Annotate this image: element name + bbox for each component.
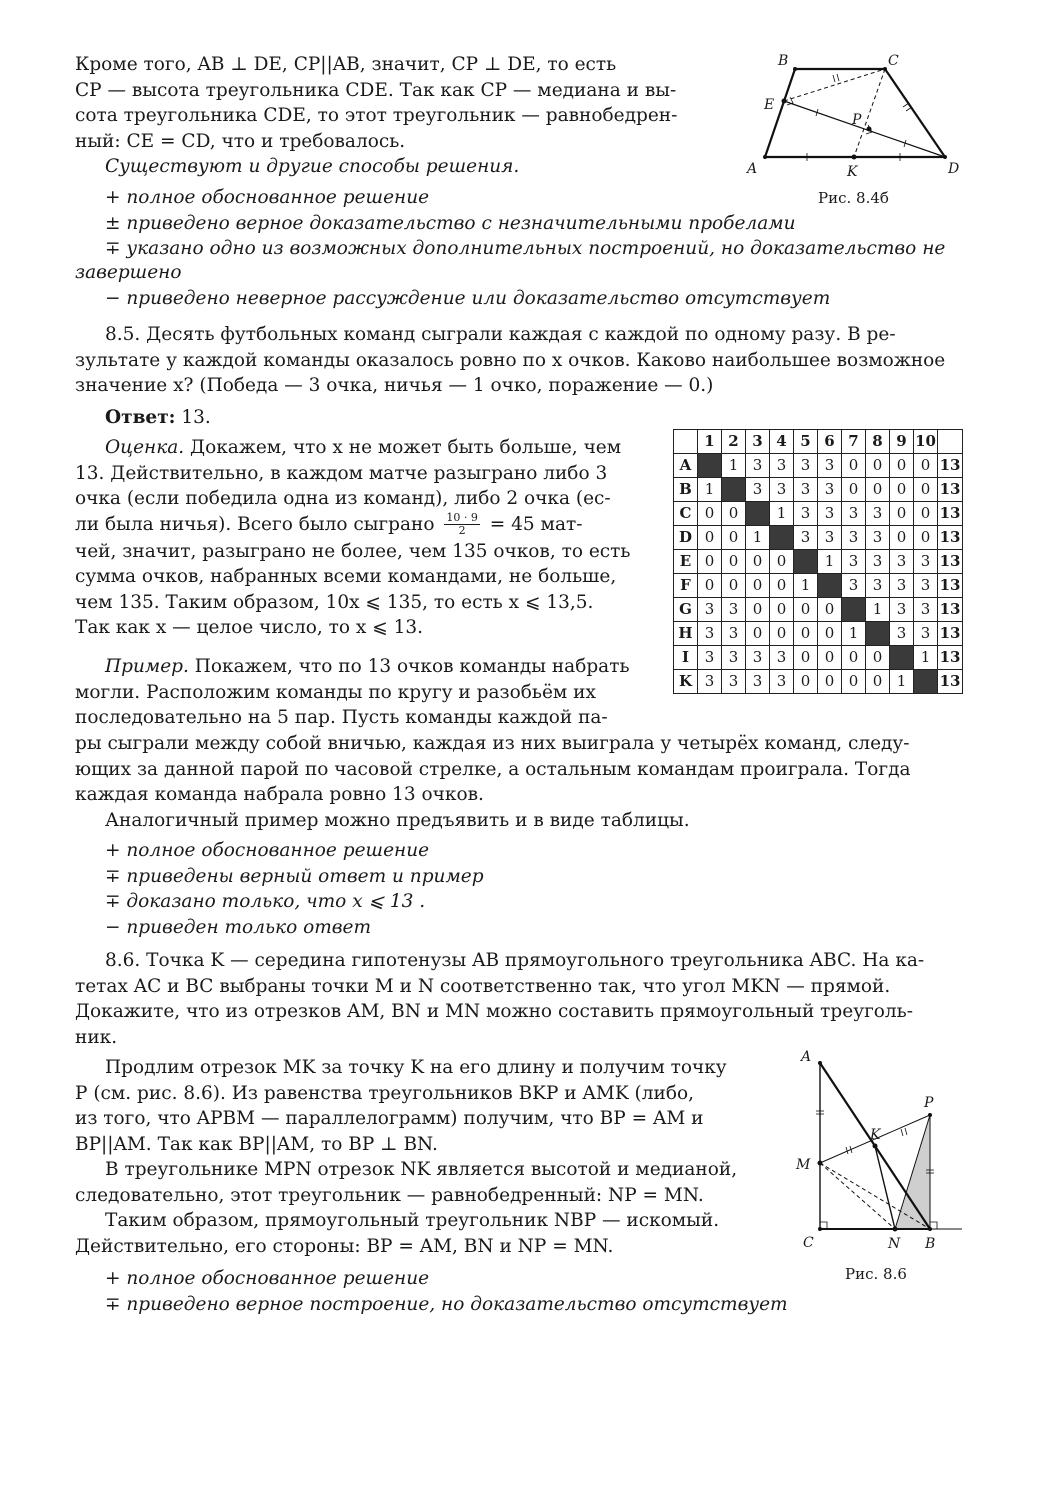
score-cell: 0 [890, 454, 914, 478]
score-cell: 3 [818, 502, 842, 526]
total-cell: 13 [938, 454, 963, 478]
table-row [674, 574, 963, 598]
score-cell: 3 [770, 670, 794, 694]
score-cell: 0 [794, 598, 818, 622]
label-K: K [847, 164, 858, 180]
point-C [818, 1227, 822, 1231]
point-B [793, 67, 797, 71]
point-C [883, 67, 887, 71]
segment-CD [885, 69, 945, 157]
diagonal-cell [842, 598, 866, 622]
score-cell: 0 [746, 622, 770, 646]
criterion: + полное обоснованное решение [105, 187, 430, 208]
score-cell: 3 [914, 574, 938, 598]
table-header-cell: 8 [866, 430, 890, 454]
score-cell: 1 [914, 646, 938, 670]
total-cell: 13 [938, 478, 963, 502]
text-line: ющих за данной парой по часовой стрелке, а остальным командам проиграла. Тогда [75, 758, 911, 780]
diagonal-cell [770, 526, 794, 550]
text-line: очка (если победила одна из команд), либо 2 очка (ес- [75, 488, 611, 509]
score-cell: 0 [914, 478, 938, 502]
score-cell: 0 [698, 502, 722, 526]
point-E [782, 99, 787, 104]
text-line: В треугольнике MPN отрезок NK является высотой и медианой, [105, 1159, 738, 1180]
score-cell: 1 [770, 502, 794, 526]
score-cell: 0 [794, 622, 818, 646]
score-cell: 0 [794, 646, 818, 670]
score-cell: 0 [890, 478, 914, 502]
score-cell: 0 [746, 550, 770, 574]
diagonal-cell [794, 550, 818, 574]
score-cell: 0 [842, 670, 866, 694]
score-cell: 0 [866, 646, 890, 670]
label-D: D [948, 161, 960, 177]
score-cell: 3 [866, 550, 890, 574]
total-cell: 13 [938, 598, 963, 622]
score-cell: 3 [818, 526, 842, 550]
text-line: сота треугольника CDE, то этот треугольник — равнобедрен- [75, 105, 678, 126]
fraction-denominator: 2 [458, 524, 466, 537]
point-N [893, 1227, 898, 1232]
estimate-frac-pre: ли была ничья). Всего было сыграно [75, 513, 435, 535]
point-K [852, 155, 857, 160]
estimate-line: Докажем, что x не может быть больше, чем [184, 437, 622, 458]
point-K [873, 1144, 878, 1149]
text-line: P (см. рис. 8.6). Из равенства треугольников BKP и AMK (либо, [75, 1082, 694, 1104]
example-line: Покажем, что по 13 очков команды набрать [188, 656, 630, 677]
fraction [444, 512, 480, 537]
diagonal-cell [746, 502, 770, 526]
text-line: Кроме того, AB ⊥ DE, CP||AB, значит, CP ⊥ DE, то есть [75, 54, 617, 75]
score-cell: 3 [746, 454, 770, 478]
criterion: ∓ указано одно из возможных дополнительных построений, но доказательство не [105, 238, 946, 259]
score-cell: 3 [818, 454, 842, 478]
score-cell: 1 [698, 478, 722, 502]
diagonal-cell [914, 670, 938, 694]
score-cell: 3 [866, 526, 890, 550]
criterion: ∓ доказано только, что x ⩽ 13 . [105, 891, 426, 912]
team-label: I [674, 646, 698, 670]
text-line: CP — высота треугольника CDE. Так как CP — медиана и вы- [75, 79, 677, 101]
score-cell: 3 [746, 646, 770, 670]
text-line: Так как x — целое число, то x ⩽ 13. [75, 617, 424, 638]
score-cell: 0 [914, 526, 938, 550]
criterion-continuation: завершено [75, 262, 182, 283]
score-cell: 0 [698, 574, 722, 598]
score-cell: 3 [842, 550, 866, 574]
score-cell: 3 [842, 502, 866, 526]
diagonal-cell [890, 646, 914, 670]
table-header-cell: 3 [746, 430, 770, 454]
table-header-cell: 4 [770, 430, 794, 454]
score-cell: 3 [794, 502, 818, 526]
example-text [75, 654, 645, 731]
estimate-head: Оценка. [105, 437, 185, 458]
answer-line [105, 405, 211, 431]
team-label: K [674, 670, 698, 694]
diagonal-cell [866, 622, 890, 646]
score-cell: 0 [722, 550, 746, 574]
score-cell: 0 [818, 622, 842, 646]
score-cell: 0 [842, 646, 866, 670]
team-label: H [674, 622, 698, 646]
criterion: ∓ приведено верное построение, но доказательство отсутствует [105, 1293, 788, 1315]
text-line: Докажите, что из отрезков AM, BN и MN можно составить прямоугольный треуголь- [75, 1001, 913, 1022]
score-cell: 0 [794, 670, 818, 694]
text-line: тетах AC и BC выбраны точки M и N соответственно так, что угол MKN — прямой. [75, 975, 891, 997]
score-cell: 0 [746, 574, 770, 598]
table-row [674, 454, 963, 478]
criterion: ∓ приведены верный ответ и пример [105, 865, 484, 887]
criterion: + полное обоснованное решение [105, 1268, 430, 1289]
team-label: B [674, 478, 698, 502]
score-cell: 3 [770, 454, 794, 478]
text-line: ный: CE = CD, что и требовалось. [75, 130, 406, 152]
text-line: Действительно, его стороны: BP = AM, BN и NP = MN. [75, 1235, 614, 1257]
score-cell: 3 [914, 550, 938, 574]
text-line: BP||AM. Так как BP||AM, то BP ⊥ BN. [75, 1133, 438, 1155]
label-C: C [803, 1235, 814, 1251]
score-table [673, 429, 963, 694]
score-cell: 0 [842, 478, 866, 502]
team-label: G [674, 598, 698, 622]
total-cell: 13 [938, 550, 963, 574]
other-methods-note: Существуют и другие способы решения. [105, 156, 520, 177]
team-label: F [674, 574, 698, 598]
score-cell: 1 [866, 598, 890, 622]
text-line: 8.5. Десять футбольных команд сыграли каждая с каждой по одному разу. В ре- [105, 324, 896, 345]
score-cell: 3 [866, 574, 890, 598]
table-row [674, 646, 963, 670]
block1-text [75, 52, 725, 180]
table-header-cell: 2 [722, 430, 746, 454]
text-line: значение x? (Победа — 3 очка, ничья — 1 очко, поражение — 0.) [75, 375, 714, 396]
text-line: последовательно на 5 пар. Пусть команды каждой па- [75, 707, 608, 728]
score-cell: 3 [890, 598, 914, 622]
text-line: сумма очков, набранных всеми командами, не больше, [75, 566, 617, 587]
label-C: C [888, 53, 899, 69]
score-cell: 3 [722, 622, 746, 646]
figure-caption: Рис. 8.4б [818, 189, 889, 207]
score-cell: 0 [770, 574, 794, 598]
text-line: следовательно, этот треугольник — равнобедренный: NP = MN. [75, 1184, 704, 1206]
score-cell: 0 [698, 550, 722, 574]
table-header-cell: 10 [914, 430, 938, 454]
total-cell: 13 [938, 622, 963, 646]
score-cell: 3 [698, 598, 722, 622]
score-cell: 3 [914, 622, 938, 646]
table-row [674, 502, 963, 526]
text-line: ры сыграли между собой вничью, каждая из них выиграла у четырёх команд, следу- [75, 733, 910, 754]
text-line: из того, что APBM — параллелограмм) получим, что BP = AM и [75, 1108, 704, 1129]
score-cell: 3 [722, 598, 746, 622]
score-cell: 0 [866, 454, 890, 478]
figure-right-triangle [790, 1043, 975, 1258]
label-K: K [870, 1127, 881, 1143]
diagonal-cell [722, 478, 746, 502]
table-row [674, 670, 963, 694]
table-header-cell [674, 430, 698, 454]
label-P: P [924, 1095, 934, 1111]
text-line: 13. Действительно, в каждом матче разыграно либо 3 [75, 462, 608, 484]
text-line: 8.6. Точка K — середина гипотенузы AB прямоугольного треугольника ABC. На ка- [105, 950, 925, 971]
diagonal-cell [698, 454, 722, 478]
text-line: чей, значит, разыграно не более, чем 135 очков, то есть [75, 540, 631, 562]
text-line [75, 435, 645, 461]
point-A [763, 155, 767, 159]
label-A: A [801, 1049, 812, 1065]
point-B [928, 1227, 932, 1231]
problem-8-5-statement [75, 322, 975, 399]
problem-8-5-criteria [105, 838, 805, 940]
total-cell: 13 [938, 526, 963, 550]
segment-AB [765, 69, 795, 157]
problem-8-6-solution [75, 1055, 775, 1259]
score-cell: 3 [698, 670, 722, 694]
criterion: + полное обоснованное решение [105, 840, 430, 861]
segment-ED [784, 101, 945, 157]
score-cell: 0 [818, 646, 842, 670]
score-cell: 1 [890, 670, 914, 694]
label-P: P [852, 112, 862, 128]
answer-label: Ответ: [105, 407, 176, 428]
score-cell: 0 [890, 502, 914, 526]
segment-EC [784, 69, 885, 101]
score-cell: 3 [842, 574, 866, 598]
score-cell: 3 [890, 622, 914, 646]
score-cell: 3 [794, 526, 818, 550]
criterion: − приведено неверное рассуждение или доказательство отсутствует [105, 288, 831, 309]
problem-8-6-criteria [105, 1266, 825, 1317]
team-label: E [674, 550, 698, 574]
score-cell: 3 [794, 454, 818, 478]
total-cell: 13 [938, 646, 963, 670]
table-header-cell: 9 [890, 430, 914, 454]
score-cell: 1 [746, 526, 770, 550]
score-cell: 0 [770, 550, 794, 574]
total-cell: 13 [938, 670, 963, 694]
answer-value: 13. [181, 407, 211, 428]
score-cell: 3 [770, 478, 794, 502]
example-text-wide [75, 731, 975, 833]
score-cell: 0 [770, 598, 794, 622]
table-row [674, 598, 963, 622]
score-cell: 0 [818, 670, 842, 694]
criterion: − приведен только ответ [105, 916, 372, 938]
score-cell: 0 [770, 622, 794, 646]
score-cell: 1 [794, 574, 818, 598]
score-cell: 0 [890, 526, 914, 550]
score-cell: 0 [842, 454, 866, 478]
table-header-cell: 5 [794, 430, 818, 454]
table-header-cell: 7 [842, 430, 866, 454]
team-label: C [674, 502, 698, 526]
table-header-row [674, 430, 963, 454]
text-line: каждая команда набрала ровно 13 очков. [75, 784, 484, 805]
score-cell: 3 [794, 478, 818, 502]
score-cell: 0 [866, 478, 890, 502]
table-header-cell: 6 [818, 430, 842, 454]
label-M: M [796, 1157, 811, 1173]
score-cell: 1 [842, 622, 866, 646]
score-cell: 0 [722, 574, 746, 598]
score-cell: 3 [746, 670, 770, 694]
example-head: Пример. [105, 656, 189, 677]
point-D [943, 155, 947, 159]
text-line: Таким образом, прямоугольный треугольник NBP — искомый. [105, 1210, 720, 1231]
score-cell: 0 [866, 670, 890, 694]
team-label: D [674, 526, 698, 550]
point-P [928, 1113, 932, 1117]
score-cell: 0 [722, 502, 746, 526]
table-row [674, 622, 963, 646]
score-cell: 3 [770, 646, 794, 670]
text-line: могли. Расположим команды по кругу и разобьём их [75, 681, 596, 703]
estimate-frac-post: = 45 мат- [489, 513, 583, 535]
score-cell: 3 [722, 670, 746, 694]
text-line: зультате у каждой команды оказалось ровно по x очков. Каково наибольшее возможное [75, 349, 946, 371]
estimate-text [75, 435, 645, 641]
segment-KN [875, 1146, 895, 1229]
table-header-cell [938, 430, 963, 454]
total-cell: 13 [938, 502, 963, 526]
score-cell: 0 [698, 526, 722, 550]
score-cell: 0 [914, 502, 938, 526]
score-cell: 0 [722, 526, 746, 550]
score-cell: 3 [842, 526, 866, 550]
label-B: B [778, 53, 789, 69]
figure-caption: Рис. 8.6 [845, 1265, 907, 1283]
point-P [867, 127, 872, 132]
score-cell: 0 [914, 454, 938, 478]
table-note: Аналогичный пример можно предъявить и в виде таблицы. [105, 809, 690, 831]
score-cell: 3 [722, 646, 746, 670]
score-cell: 3 [866, 502, 890, 526]
table-row [674, 550, 963, 574]
problem-8-6-statement [75, 948, 975, 1050]
text-line [75, 512, 645, 539]
label-E: E [764, 97, 775, 113]
team-label: A [674, 454, 698, 478]
criterion: ± приведено верное доказательство с незначительными пробелами [105, 212, 796, 234]
label-B: B [925, 1236, 936, 1252]
total-cell: 13 [938, 574, 963, 598]
score-cell: 3 [914, 598, 938, 622]
text-line: ник. [75, 1026, 118, 1048]
score-cell: 3 [818, 478, 842, 502]
score-cell: 1 [818, 550, 842, 574]
point-M [818, 1161, 823, 1166]
segment-MN [820, 1163, 895, 1229]
point-A [818, 1061, 822, 1065]
label-A: A [747, 161, 758, 177]
diagonal-cell [818, 574, 842, 598]
score-cell: 3 [890, 574, 914, 598]
score-cell: 1 [722, 454, 746, 478]
fraction-numerator: 10 · 9 [446, 511, 478, 524]
label-N: N [888, 1236, 901, 1252]
table-header-cell: 1 [698, 430, 722, 454]
score-cell: 3 [698, 646, 722, 670]
table-row [674, 526, 963, 550]
score-cell: 3 [890, 550, 914, 574]
text-line [75, 654, 645, 680]
score-cell: 0 [818, 598, 842, 622]
score-cell: 3 [698, 622, 722, 646]
text-line: Продлим отрезок MK за точку K на его длину и получим точку [105, 1057, 727, 1078]
table-row [674, 478, 963, 502]
score-cell: 3 [746, 478, 770, 502]
score-cell: 0 [746, 598, 770, 622]
text-line: чем 135. Таким образом, 10x ⩽ 135, то есть x ⩽ 13,5. [75, 591, 594, 613]
